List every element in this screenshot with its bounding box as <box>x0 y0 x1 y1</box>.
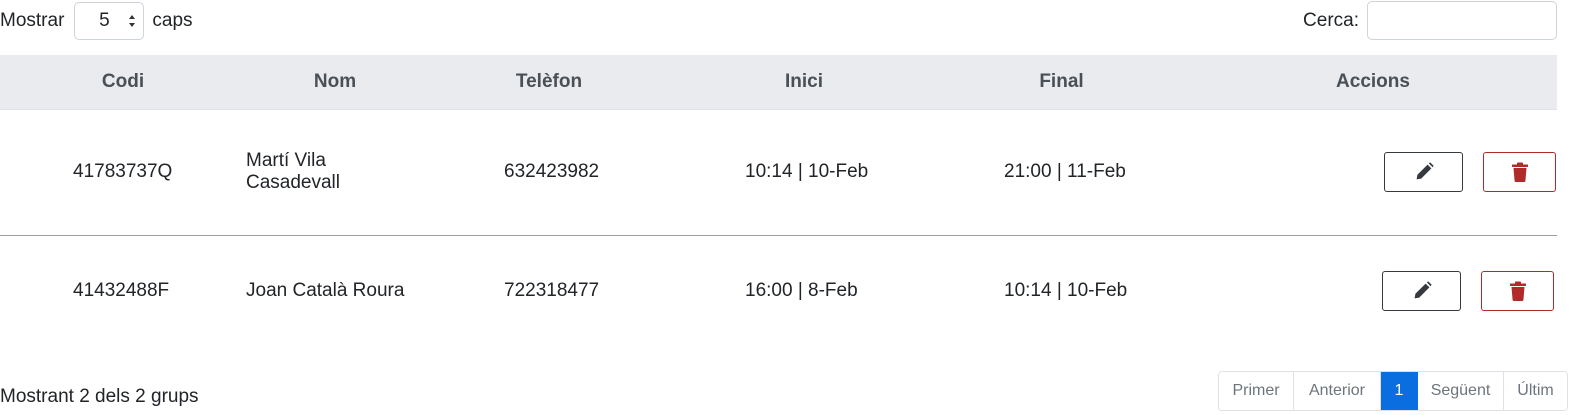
cell-final: 10:14 | 10-Feb <box>1004 280 1128 302</box>
sort-arrows-icon <box>128 13 136 29</box>
cell-actions <box>1189 109 1557 235</box>
table-row <box>0 109 1557 235</box>
length-label-before: Mostrar <box>0 9 65 31</box>
page-last-button[interactable]: Últim <box>1504 372 1567 410</box>
page-first-button[interactable]: Primer <box>1219 372 1294 410</box>
cell-codi: 41432488F <box>73 280 170 302</box>
search-label: Cerca: <box>1303 9 1359 31</box>
cell-inici: 16:00 | 8-Feb <box>745 280 858 302</box>
column-header-nom[interactable]: Nom <box>246 55 424 109</box>
length-label-after: caps <box>152 9 193 31</box>
cell-nom: Joan Català Roura <box>246 280 405 302</box>
edit-button[interactable] <box>1384 152 1463 192</box>
length-select[interactable] <box>74 2 144 40</box>
cell-nom: Martí Vila Casadevall <box>246 150 340 193</box>
pencil-icon <box>1414 162 1434 182</box>
table-body <box>0 109 1557 347</box>
header-row <box>0 55 1557 109</box>
trash-icon <box>1510 281 1526 301</box>
page-previous-button[interactable]: Anterior <box>1294 372 1381 410</box>
table-header <box>0 55 1557 109</box>
trash-icon <box>1512 162 1528 182</box>
cell-telefon: 722318477 <box>504 280 600 302</box>
column-header-accions: Accions <box>1189 55 1557 109</box>
search-input[interactable] <box>1367 1 1557 40</box>
cell-telefon: 632423982 <box>504 161 600 182</box>
pagination <box>1218 371 1568 411</box>
column-header-codi[interactable]: Codi <box>0 55 246 109</box>
cell-inici: 10:14 | 10-Feb <box>745 161 869 182</box>
cell-actions <box>1189 235 1557 347</box>
edit-button[interactable] <box>1382 271 1461 311</box>
delete-button[interactable] <box>1483 152 1556 192</box>
length-control <box>0 0 193 41</box>
delete-button[interactable] <box>1481 271 1554 311</box>
cell-codi: 41783737Q <box>73 161 173 182</box>
column-header-telefon[interactable]: Telèfon <box>424 55 674 109</box>
page-number-button[interactable]: 1 <box>1381 372 1418 410</box>
column-header-inici[interactable]: Inici <box>674 55 934 109</box>
groups-table <box>0 55 1557 347</box>
cell-final: 21:00 | 11-Feb <box>1004 161 1126 182</box>
table-row <box>0 235 1557 347</box>
pencil-icon <box>1412 281 1432 301</box>
table-info: Mostrant 2 dels 2 grups <box>0 386 199 407</box>
column-header-final[interactable]: Final <box>934 55 1189 109</box>
length-select-value: 5 <box>99 9 110 31</box>
page-next-button[interactable]: Següent <box>1418 372 1504 410</box>
row-actions <box>1189 271 1557 311</box>
row-actions <box>1189 152 1557 192</box>
search-control <box>1303 0 1557 41</box>
